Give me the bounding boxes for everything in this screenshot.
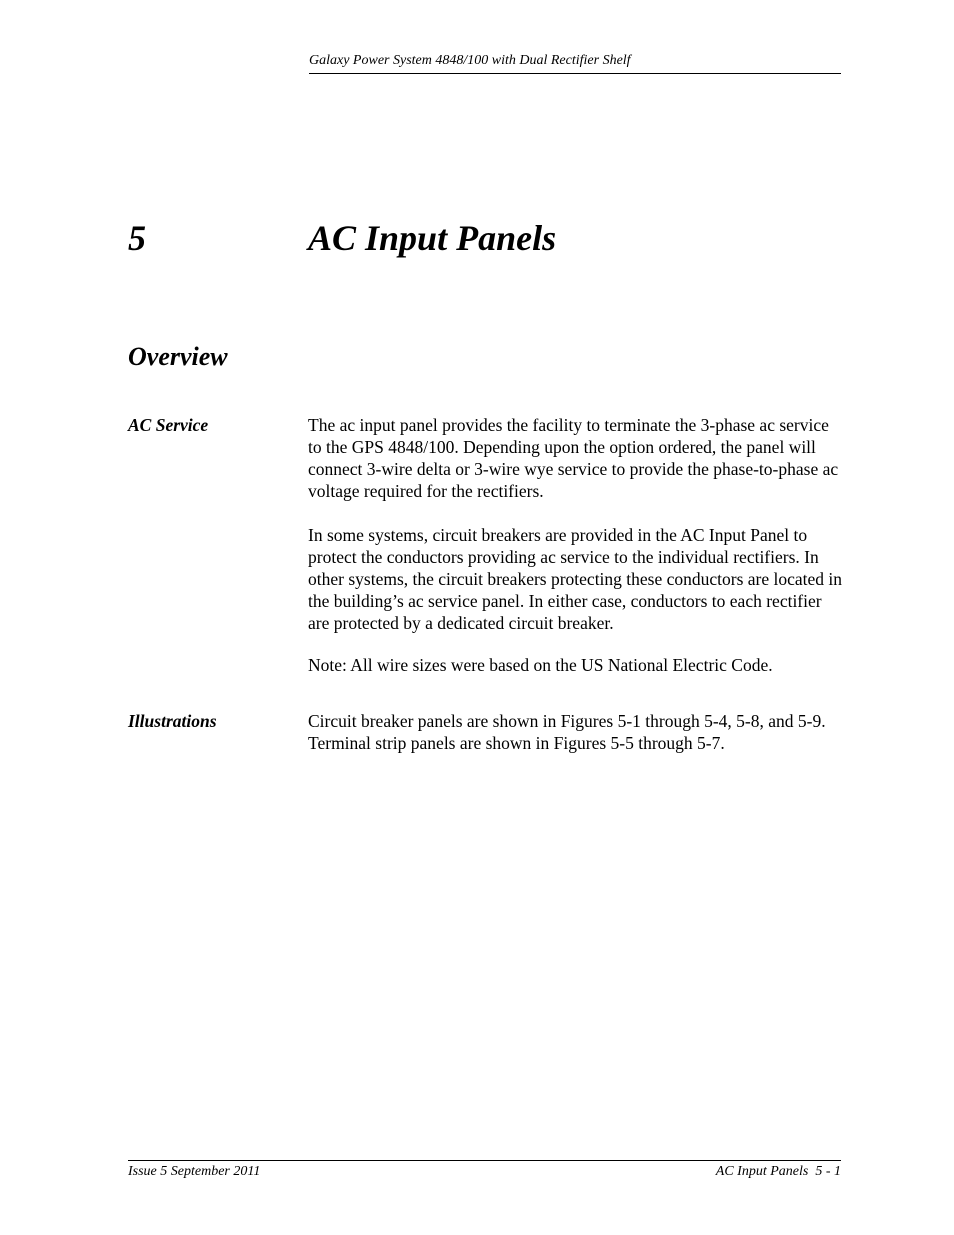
footer-page-number: AC Input Panels 5 - 1 [715, 1164, 841, 1179]
running-header [309, 52, 841, 74]
paragraph-ac-service-1: The ac input panel provides the facility to terminate the 3-phase ac service to the GPS 4848/100. Depending upon the option ordered, the panel will connect 3-wire delta or 3-wire wye service to provide the phase-to-phase ac voltage required for the rectifiers. [308, 415, 839, 501]
paragraph-ac-service-note: Note: All wire sizes were based on the US National Electric Code. [308, 655, 773, 675]
paragraph-illustrations: Circuit breaker panels are shown in Figures 5-1 through 5-4, 5-8, and 5-9. Terminal strip panels are shown in Figures 5-5 through 5-7. [308, 711, 826, 753]
paragraph-ac-service-2: In some systems, circuit breakers are provided in the AC Input Panel to protect the conductors providing ac service to the individual rectifiers. In other systems, the circuit breakers protecting these conductors are located in the building’s ac service panel. In either case, conductors to each rectifier are protected by a dedicated circuit breaker. [308, 525, 843, 633]
section-heading: Overview [128, 342, 228, 371]
chapter-title: AC Input Panels [308, 218, 557, 258]
header-title: Galaxy Power System 4848/100 with Dual Rectifier Shelf [309, 53, 631, 68]
side-label-illustrations: Illustrations [128, 711, 217, 731]
page-footer [128, 1160, 841, 1179]
chapter-number: 5 [128, 218, 146, 258]
side-label-ac-service: AC Service [128, 415, 209, 435]
footer-issue: Issue 5 September 2011 [128, 1164, 261, 1179]
